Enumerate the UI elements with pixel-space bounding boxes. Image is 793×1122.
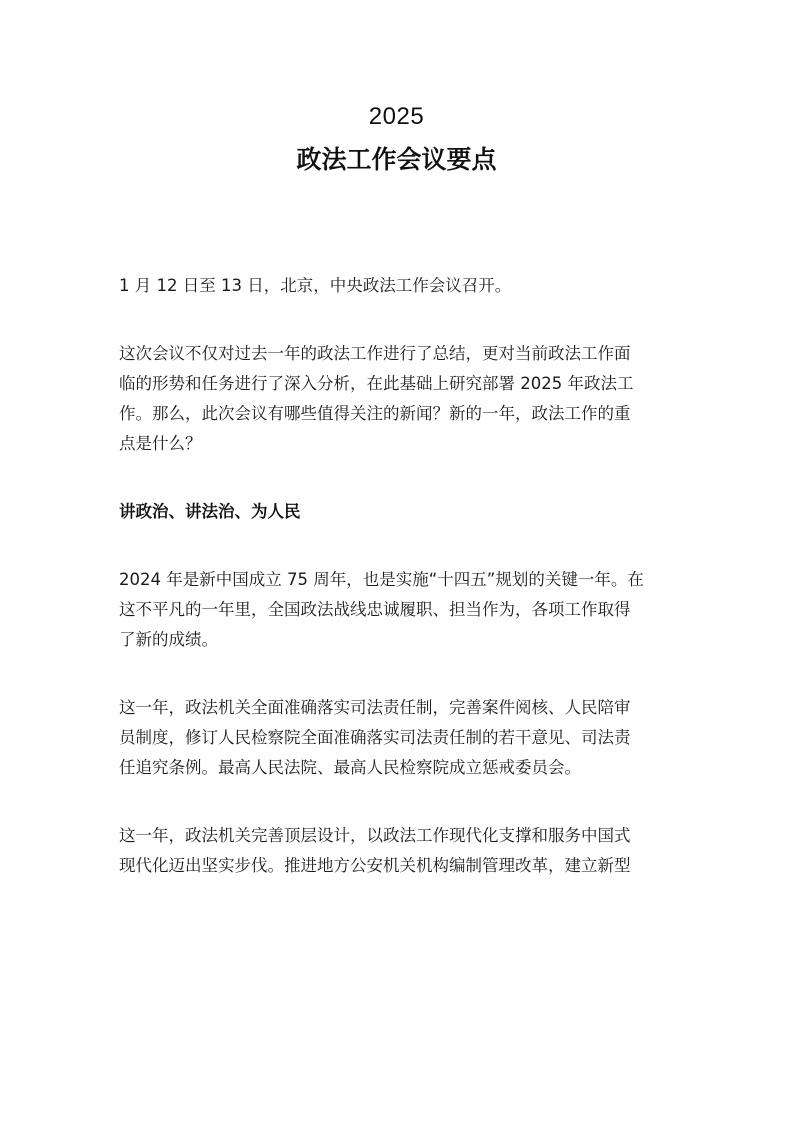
paragraph-line: 1 月 12 日至 13 日，北京，中央政法工作会议召开。 bbox=[119, 276, 512, 295]
paragraph-line: 任追究条例。最高人民法院、最高人民检察院成立惩戒委员会。 bbox=[119, 758, 581, 777]
paragraph-2024-review bbox=[119, 565, 679, 655]
paragraph-line: 这不平凡的一年里，全国政法战线忠诚履职、担当作为，各项工作取得 bbox=[119, 600, 631, 619]
paragraph-intro bbox=[119, 271, 679, 301]
paragraph-line: 员制度，修订人民检察院全面准确落实司法责任制的若干意见、司法责 bbox=[119, 728, 631, 747]
page-title: 政法工作会议要点 bbox=[296, 145, 497, 174]
title-year: 2025 bbox=[368, 103, 425, 130]
title-block bbox=[0, 100, 793, 180]
paragraph-line: 临的形势和任务进行了深入分析，在此基础上研究部署 2025 年政法工 bbox=[119, 374, 634, 393]
paragraph-top-level-design bbox=[119, 821, 679, 881]
paragraph-line: 这次会议不仅对过去一年的政法工作进行了总结，更对当前政法工作面 bbox=[119, 344, 631, 363]
paragraph-line: 2024 年是新中国成立 75 周年，也是实施“十四五”规划的关键一年。在 bbox=[119, 570, 644, 589]
paragraph-line: 点是什么？ bbox=[119, 434, 202, 453]
document-body bbox=[119, 271, 679, 919]
paragraph-line: 现代化迈出坚实步伐。推进地方公安机关机构编制管理改革，建立新型 bbox=[119, 856, 631, 875]
paragraph-line: 这一年，政法机关全面准确落实司法责任制，完善案件阅核、人民陪审 bbox=[119, 698, 631, 717]
section-heading: 讲政治、讲法治、为人民 bbox=[119, 502, 301, 521]
paragraph-line: 了新的成绩。 bbox=[119, 630, 218, 649]
paragraph-judicial-responsibility bbox=[119, 693, 679, 783]
paragraph-overview bbox=[119, 339, 679, 459]
paragraph-line: 作。那么，此次会议有哪些值得关注的新闻？新的一年，政法工作的重 bbox=[119, 404, 631, 423]
paragraph-line: 这一年，政法机关完善顶层设计，以政法工作现代化支撑和服务中国式 bbox=[119, 826, 631, 845]
